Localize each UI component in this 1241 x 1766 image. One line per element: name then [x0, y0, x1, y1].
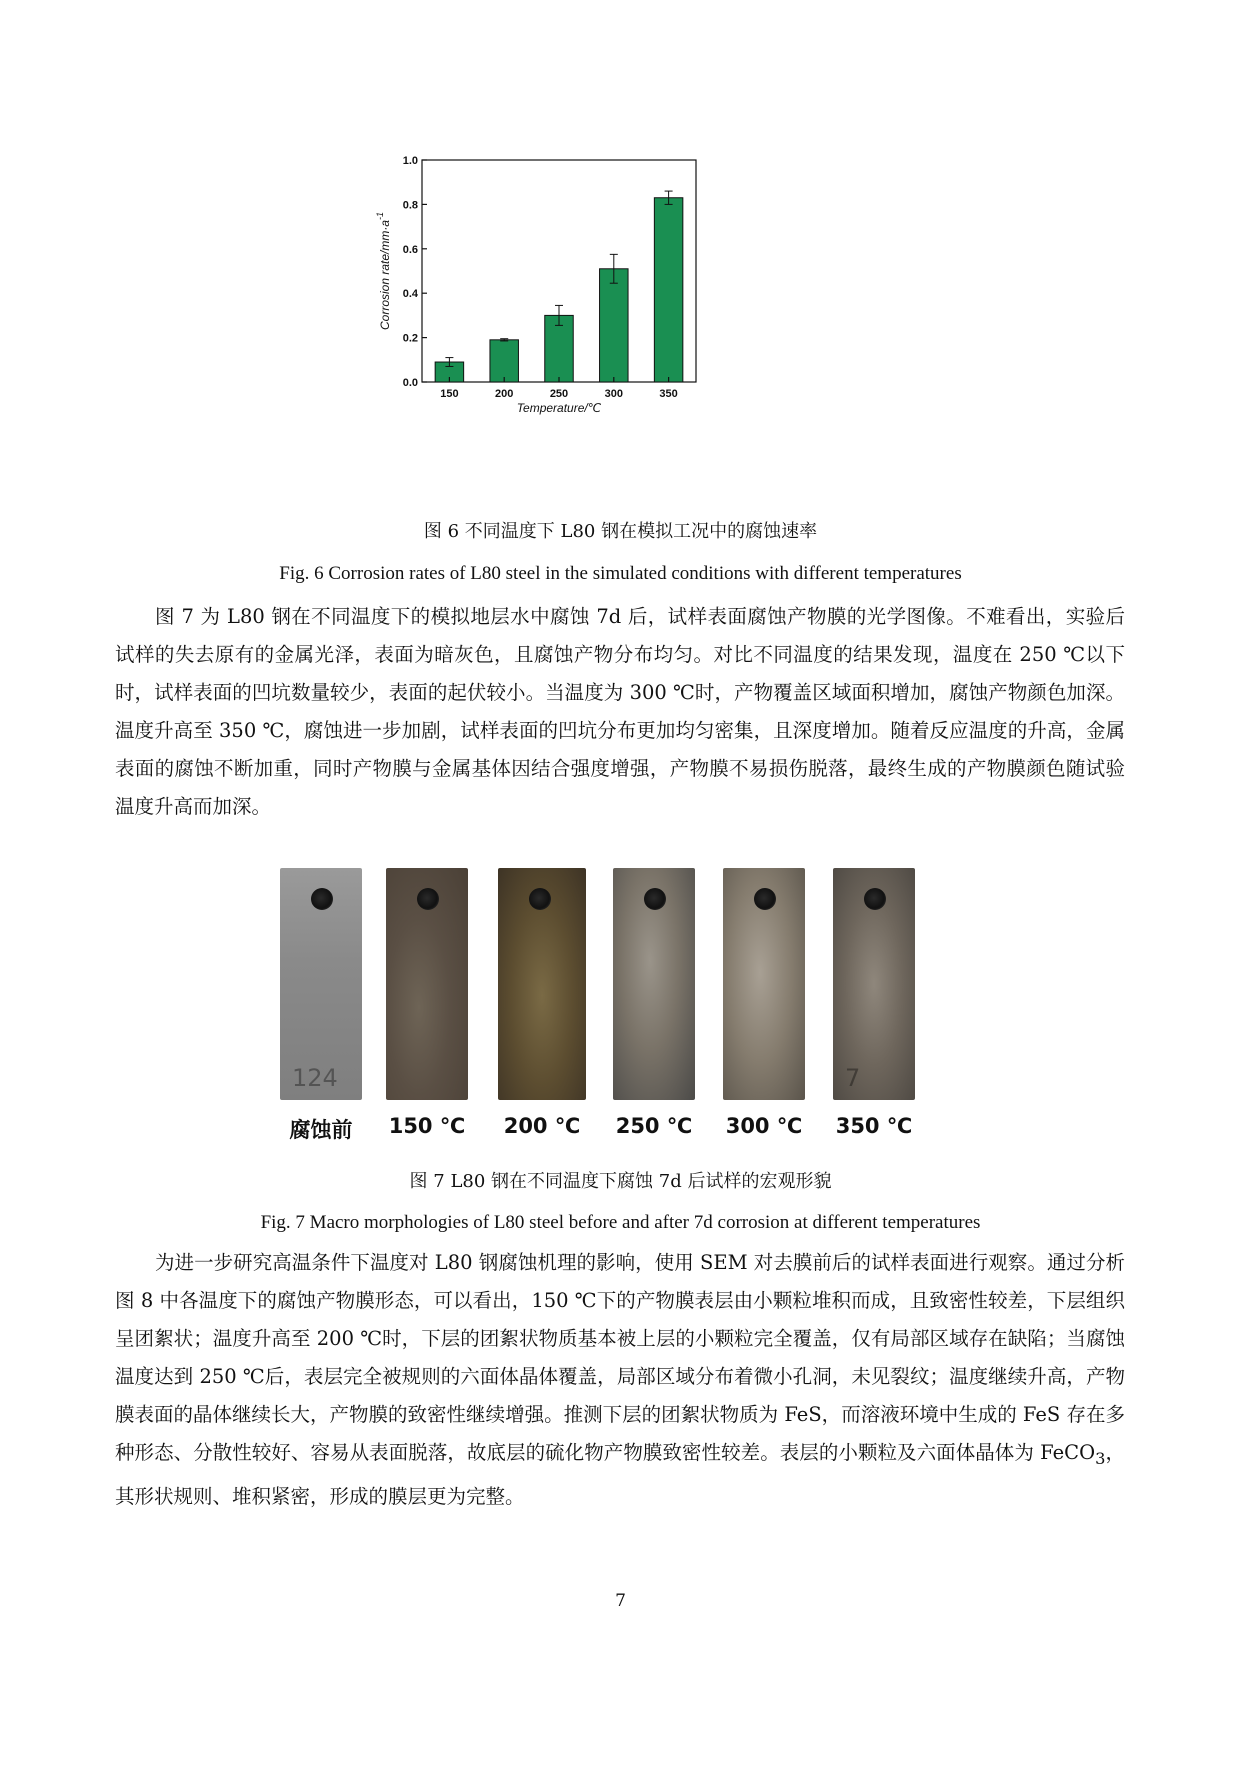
x-tick-label: 250	[549, 388, 569, 400]
paragraph-1-text: 图 7 为 L80 钢在不同温度下的模拟地层水中腐蚀 7d 后，试样表面腐蚀产物膜的光学图像。不难看出，实验后试样的失去原有的金属光泽，表面为暗灰色，且腐蚀产物分布均匀。对比不同温度的结果发现，温度在 250 ℃以下时，试样表面的凹坑数量较少，表面的起伏较小。当温度为 300 ℃时，产物覆盖区域面积增加，腐蚀产物颜色加深。温度升高至 350 ℃，腐蚀进一步加剧，试样表面的凹坑分布更加均匀密集，且深度增加。随着反应温度的升高，金属表面的腐蚀不断加重，同时产物膜与金属基体因结合强度增强，产物膜不易损伤脱落，最终生成的产物膜颜色随试验温度升高而加深。	[115, 605, 1125, 818]
specimen-200	[498, 868, 586, 1100]
y-tick-label: 0.4	[402, 288, 418, 301]
specimen-number: 7	[845, 1064, 861, 1092]
x-tick-label: 150	[440, 388, 459, 400]
x-tick-label: 350	[659, 388, 678, 400]
x-tick-label: 300	[604, 388, 623, 400]
specimen-hole	[417, 888, 439, 910]
page-number: 7	[615, 1591, 626, 1611]
label-300: 300 ℃	[725, 1114, 803, 1138]
paragraph-1	[115, 598, 1125, 826]
x-tick-label: 200	[495, 388, 514, 400]
specimen-hole	[529, 888, 551, 910]
specimen-250	[613, 868, 695, 1100]
specimen-number: 124	[292, 1064, 338, 1092]
label-150: 150 ℃	[388, 1114, 466, 1138]
label-200: 200 ℃	[503, 1114, 581, 1138]
paragraph-2	[115, 1244, 1125, 1516]
y-tick-label: 0.0	[402, 377, 418, 389]
figure7-caption-en: Fig. 7 Macro morphologies of L80 steel before and after 7d corrosion at different temperatures	[260, 1212, 981, 1233]
bar	[600, 269, 628, 382]
paragraph-2-text	[115, 1244, 1125, 1516]
y-axis-label: Corrosion rate/$mm\cdot a^{-1}$	[375, 211, 392, 331]
y-tick-label: 0.2	[402, 332, 418, 345]
specimen-150	[386, 868, 468, 1100]
specimen-hole	[864, 888, 886, 910]
paragraph-2-tail: ，其形状规则、堆积紧密，形成的膜层更为完整。	[115, 1441, 1125, 1508]
bar	[654, 198, 682, 382]
figure7-photos	[270, 868, 950, 1142]
specimen-300	[723, 868, 805, 1100]
figure6-caption-cn: 图 6 不同温度下 L80 钢在模拟工况中的腐蚀速率	[423, 521, 818, 542]
bar	[490, 340, 518, 382]
corrosion-rate-bar-chart	[375, 155, 790, 480]
paragraph-2-main: 为进一步研究高温条件下温度对 L80 钢腐蚀机理的影响，使用 SEM 对去膜前后的试样表面进行观察。通过分析图 8 中各温度下的腐蚀产物膜形态，可以看出，150 ℃下的产物膜表层由小颗粒堆积而成，且致密性较差，下层组织呈团絮状；温度升高至 200 ℃时，下层的团絮状物质基本被上层的小颗粒完全覆盖，仅有局部区域存在缺陷；当腐蚀温度达到 250 ℃后，表层完全被规则的六面体晶体覆盖，局部区域分布着微小孔洞，未见裂纹；温度继续升高，产物膜表面的晶体继续长大，产物膜的致密性继续增强。推测下层的团絮状物质为 FeS，而溶液环境中生成的 FeS 存在多种形态、分散性较好、容易从表面脱落，故底层的硫化物产物膜致密性较差。表层的小颗粒及六面体晶体为 FeCO	[115, 1251, 1125, 1464]
figure7-caption-cn: 图 7 L80 钢在不同温度下腐蚀 7d 后试样的宏观形貌	[409, 1171, 832, 1192]
y-tick-label: 0.8	[402, 199, 418, 212]
label-before: 腐蚀前	[289, 1118, 353, 1142]
specimen-350	[833, 868, 915, 1100]
specimen-hole	[754, 888, 776, 910]
label-250: 250 ℃	[615, 1114, 693, 1138]
specimen-hole	[644, 888, 666, 910]
figure6-caption-en: Fig. 6 Corrosion rates of L80 steel in the simulated conditions with different temperatures	[279, 563, 962, 584]
y-tick-label: 0.6	[402, 243, 418, 256]
y-axis-label-superscript: -1	[375, 211, 385, 220]
paragraph-2-subscript: 3	[1095, 1448, 1106, 1468]
x-axis-label: Temperature/℃	[516, 401, 602, 415]
specimen-hole	[311, 888, 333, 910]
y-tick-label: 1.0	[402, 155, 418, 167]
specimen-before	[280, 868, 362, 1100]
label-350: 350 ℃	[835, 1114, 913, 1138]
